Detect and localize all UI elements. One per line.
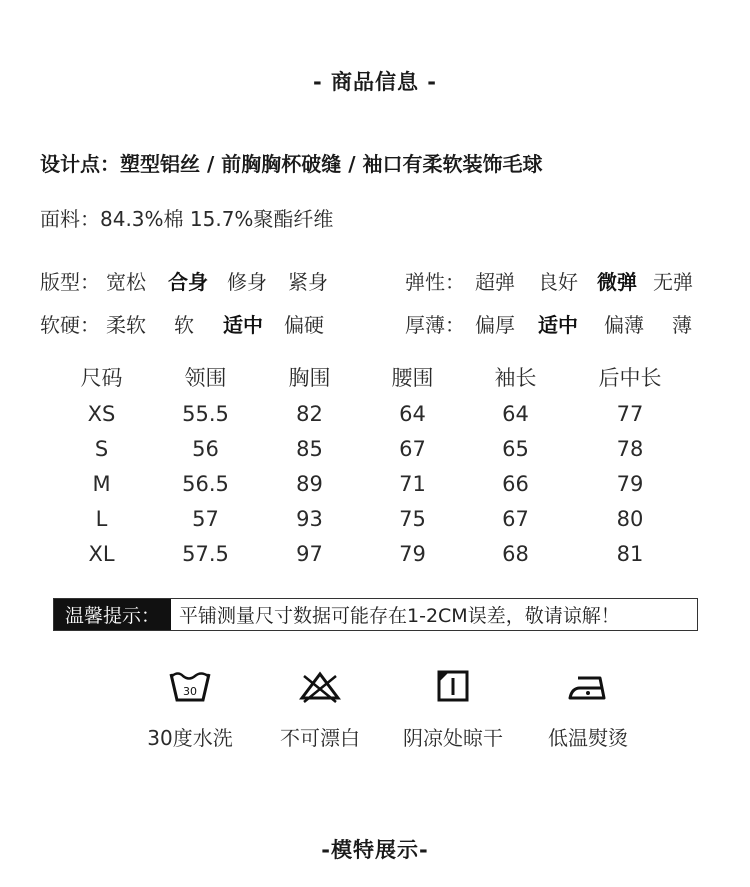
table-cell: 82: [296, 401, 323, 426]
thickness-row: [405, 309, 715, 337]
header-back-length: 后中长: [598, 366, 662, 390]
care-label: 不可漂白: [280, 726, 360, 750]
table-row: [50, 431, 693, 466]
fabric-line: [40, 203, 333, 232]
fit-label: 版型：: [40, 270, 100, 294]
table-cell: 71: [399, 471, 426, 496]
header-sleeve: 袖长: [494, 366, 537, 390]
care-bleach: [250, 668, 390, 751]
no-bleach-icon: [298, 668, 342, 704]
table-cell: 79: [616, 471, 644, 496]
softness-option: 偏硬: [284, 313, 324, 337]
thickness-option: 偏薄: [604, 313, 644, 337]
table-cell: 57.5: [182, 541, 229, 566]
table-cell: M: [92, 471, 111, 496]
table-cell: S: [94, 436, 109, 461]
wash-30-icon: [169, 668, 211, 704]
table-cell: L: [95, 506, 108, 531]
table-cell: 64: [399, 401, 426, 426]
header-neck: 领围: [184, 366, 227, 390]
table-cell: 55.5: [182, 401, 229, 426]
table-cell: 75: [399, 506, 426, 531]
thickness-label: 厚薄：: [405, 313, 465, 337]
care-dry: [383, 668, 523, 751]
notice-message: 平铺测量尺寸数据可能存在1-2CM误差，敬请谅解！: [179, 605, 620, 627]
header-size: 尺码: [80, 366, 123, 390]
fit-option: 紧身: [288, 270, 328, 294]
thickness-option: 薄: [672, 313, 692, 337]
fabric-value: 84.3%棉 15.7%聚酯纤维: [100, 207, 334, 231]
line-dry-shade-icon: [435, 668, 471, 704]
elasticity-label: 弹性：: [405, 270, 465, 294]
softness-label: 软硬：: [40, 313, 100, 337]
care-label: 阴凉处晾干: [403, 726, 503, 750]
table-cell: 97: [296, 541, 323, 566]
table-cell: 64: [502, 401, 529, 426]
model-section-title: -模特展示-: [321, 838, 429, 862]
thickness-option-selected: 适中: [538, 313, 578, 337]
elasticity-option: 超弹: [475, 270, 515, 294]
elasticity-option-selected: 微弹: [597, 270, 637, 294]
table-cell: 80: [616, 506, 644, 531]
table-cell: 56.5: [182, 471, 229, 496]
softness-option: 柔软: [106, 313, 146, 337]
header-chest: 胸围: [288, 366, 331, 390]
table-row: [50, 466, 693, 501]
thickness-option: 偏厚: [475, 313, 515, 337]
table-cell: 56: [192, 436, 219, 461]
table-cell: 93: [296, 506, 323, 531]
table-cell: XL: [88, 541, 115, 566]
softness-option: 软: [174, 313, 194, 337]
wash-temp-mark: 30: [183, 685, 197, 698]
care-iron: [518, 668, 658, 751]
header-waist: 腰围: [391, 366, 434, 390]
notice-tag: 温馨提示：: [54, 599, 171, 630]
table-cell: 67: [502, 506, 529, 531]
care-label: 低温熨烫: [548, 726, 628, 750]
fit-option: 宽松: [106, 270, 146, 294]
table-cell: 57: [192, 506, 219, 531]
fit-row: [40, 266, 360, 294]
iron-low-icon: [566, 668, 610, 704]
size-table-header: [50, 358, 693, 396]
elasticity-option: 良好: [538, 270, 578, 294]
care-label: 30度水洗: [147, 726, 233, 750]
care-wash: [120, 668, 260, 751]
table-cell: 78: [616, 436, 644, 461]
table-row: [50, 501, 693, 536]
elasticity-option: 无弹: [653, 270, 693, 294]
table-cell: 66: [502, 471, 529, 496]
table-cell: 68: [502, 541, 529, 566]
table-cell: 79: [399, 541, 426, 566]
size-table: [50, 358, 693, 571]
softness-option-selected: 适中: [223, 313, 263, 337]
table-cell: 89: [296, 471, 323, 496]
table-cell: 65: [502, 436, 529, 461]
fabric-label: 面料：: [40, 207, 100, 231]
elasticity-row: [405, 266, 715, 294]
table-cell: 81: [616, 541, 644, 566]
product-info-title: - 商品信息 -: [312, 70, 438, 94]
table-cell: XS: [87, 401, 116, 426]
table-cell: 77: [616, 401, 644, 426]
notice-bar: [53, 598, 698, 631]
table-cell: 67: [399, 436, 426, 461]
fit-option-selected: 合身: [168, 270, 208, 294]
design-points: 设计点：塑型铝丝 / 前胸胸杯破缝 / 袖口有柔软装饰毛球: [40, 152, 543, 176]
table-row: [50, 396, 693, 431]
table-cell: 85: [296, 436, 323, 461]
softness-row: [40, 309, 360, 337]
table-row: [50, 536, 693, 571]
fit-option: 修身: [227, 270, 267, 294]
